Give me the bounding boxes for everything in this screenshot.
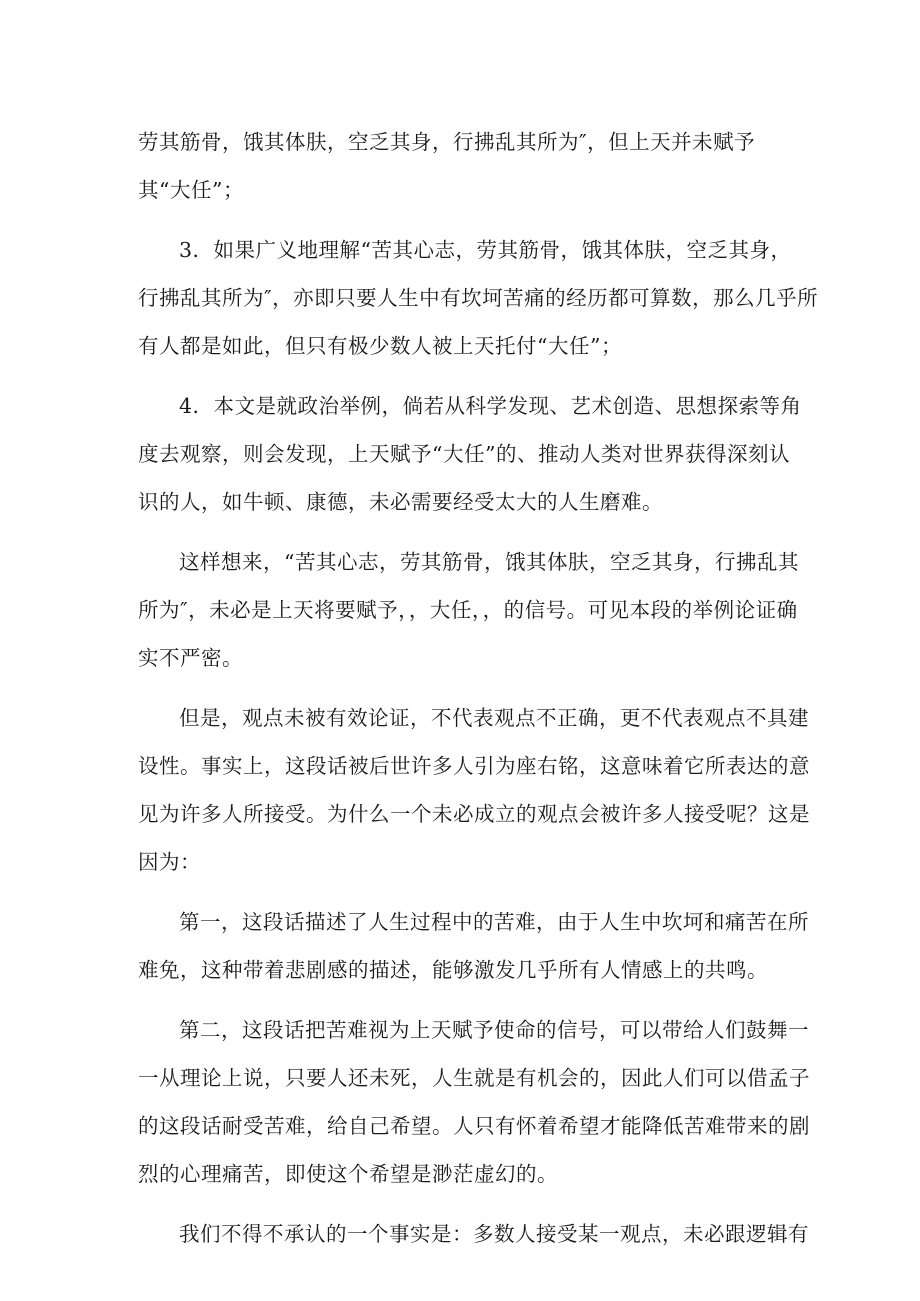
text-line: 这样想来，“苦其心志，劳其筋骨，饿其体肤，空乏其身，行拂乱其 (179, 550, 799, 574)
text-line: 烈的心理痛苦，即使这个希望是渺茫虚幻的。 (138, 1162, 558, 1186)
text-line: 识的人，如牛顿、康德，未必需要经受太大的人生磨难。 (138, 490, 663, 514)
text-line: 劳其筋骨，饿其体肤，空乏其身，行拂乱其所为″，但上天并未赋予 (138, 130, 756, 154)
paragraph-1-continuation (138, 118, 788, 214)
text-line: 有人都是如此，但只有极少数人被上天托付“大任”； (138, 334, 622, 358)
text-line: 一从理论上说，只要人还未死，人生就是有机会的，因此人们可以借孟子 (138, 1066, 810, 1090)
text-line: 其“大任”； (138, 178, 244, 202)
text-line: 设性。事实上，这段话被后世许多人引为座右铭，这意味着它所表达的意 (138, 754, 810, 778)
document-body (138, 118, 819, 1270)
text-line: 度去观察，则会发现，上天赋予“大任”的、推动人类对世界获得深刻认 (138, 442, 790, 466)
paragraph-item-4 (138, 382, 802, 526)
text-line: 4．本文是就政治举例，倘若从科学发现、艺术创造、思想探索等角 (179, 394, 802, 418)
paragraph-7 (138, 1006, 810, 1198)
paragraph-item-3 (138, 226, 819, 370)
text-line: 3．如果广义地理解“苦其心志，劳其筋骨，饿其体肤，空乏其身， (179, 238, 792, 262)
text-line: 见为许多人所接受。为什么一个未必成立的观点会被许多人接受呢？这是 (138, 802, 810, 826)
paragraph-5 (138, 694, 810, 886)
text-line: 我们不得不承认的一个事实是：多数人接受某一观点，未必跟逻辑有 (179, 1222, 809, 1246)
paragraph-4 (138, 538, 799, 682)
text-line: 但是，观点未被有效论证，不代表观点不正确，更不代表观点不具建 (179, 706, 809, 730)
text-line: 实不严密。 (138, 646, 243, 670)
paragraph-6 (138, 898, 809, 994)
text-line: 第一，这段话描述了人生过程中的苦难，由于人生中坎坷和痛苦在所 (179, 910, 809, 934)
text-line: 第二，这段话把苦难视为上天赋予使命的信号，可以带给人们鼓舞一 (179, 1018, 809, 1042)
text-line: 行拂乱其所为″，亦即只要人生中有坎坷苦痛的经历都可算数，那么几乎所 (138, 286, 819, 310)
text-line: 因为： (138, 850, 201, 874)
text-line: 所为″，未必是上天将要赋予，，大任，，的信号。可见本段的举例论证确 (138, 598, 798, 622)
paragraph-8 (138, 1210, 809, 1258)
text-line: 难免，这种带着悲剧感的描述，能够激发几乎所有人情感上的共鸣。 (138, 958, 768, 982)
text-line: 的这段话耐受苦难，给自己希望。人只有怀着希望才能降低苦难带来的剧 (138, 1114, 810, 1138)
